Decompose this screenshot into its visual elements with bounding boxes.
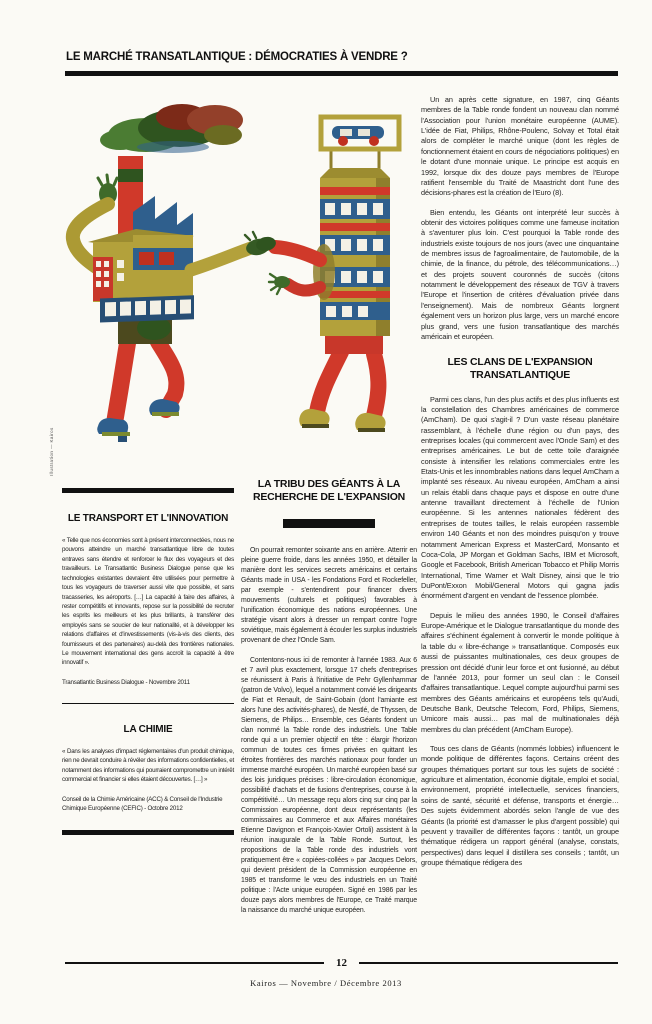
sidebar-quote-chimie: « Dans les analyses d'impact réglementaires d'un produit chimique, rien ne devrait conduire à révéler des informations confidentielles, et notamment des informations qui pourraient compromettre un intérêt commercial et financier si elles étaient découvertes. […] »: [62, 747, 234, 784]
factory-figure-graphic: [73, 156, 251, 442]
middle-column: [241, 478, 417, 926]
handshake-illustration-svg: [58, 90, 416, 480]
handshake-hands-graphic: [245, 232, 278, 257]
right-column: [421, 95, 619, 877]
page-title: LE MARCHÉ TRANSATLANTIQUE : DÉMOCRATIES À VENDRE ?: [66, 51, 408, 63]
footer-rule-left: [65, 962, 324, 964]
sidebar-title-transport: LE TRANSPORT ET L'INNOVATION: [67, 513, 229, 524]
right-paragraph: Tous ces clans de Géants (nommés lobbies) influencent le monde politique de différentes façons. Certains créent des groupes thématiques portant sur tous les sujets de société : agriculture et alimentation, économie digitale, emploi et social, environnement, propriété intellectuelle, services financiers, soins de santé, sécurité et défense, transports et énergie… Des sujets évidemment abordés selon l'angle de vue des Géants (la priorité est d'amasser le plus d'argent possible) qui peuvent y travailler de différentes façons : tantôt, un groupe thématique rédigera un rapport général (analyse, constats, perspectives) dans lequel il distillera ses conseils ; tantôt, un groupe thématique rédigera des: [421, 744, 619, 867]
sidebar-attribution-chimie: Conseil de la Chimie Américaine (ACC) & Conseil de l'Industrie Chimique Européenne (CEFIC) - Octobre 2012: [62, 795, 223, 812]
sidebar-title-chimie: LA CHIMIE: [123, 723, 173, 735]
middle-paragraph: On pourrait remonter soixante ans en arrière. Atterrir en pleine guerre froide, dans les années 1950, et détailler la manière dont les services secrets américains et certains Géants made in USA - les Fondations Ford et Rockefeller, par exemple - s'entendirent pour financer divers mouvements (culturels et politiques) favorables à l'unification économique des nations européennes. Une stratégie visant alors à dresser un rempart contre l'ogre soviétique, mais également à écouler les surplus industriels provenant de chez l'Oncle Sam.: [241, 547, 417, 645]
sidebar-attribution-transport: Transatlantic Business Dialogue - Novembre 2011: [62, 678, 190, 686]
right-paragraph: Depuis le milieu des années 1990, le Conseil d'affaires Europe-Amérique et le Dialogue transatlantique du monde des affaires s'échinent également à convertir le monde politique à la table du « libre-échange » transatlantique. Composés eux aussi de puissantes multinationales, ces deux groupes de pression ont décidé d'unir leur force et ont fusionné, au début de l'année 2013, pour former un seul clan : le Conseil d'affaires transatlantique. Lequel compte aujourd'hui parmi ses membres des Géants américains et européens tels qu'Audi, Deutsche Bank, Deutsche Telecom, Ford, Philips, Siemens, Umicore mais aussi… pas mal de multinationales déjà membres du clan précédent (AmCham Europe).: [421, 610, 619, 734]
smoke-cloud-graphic: [100, 104, 243, 153]
right-paragraph: Un an après cette signature, en 1987, cinq Géants membres de la Table ronde fondent un nouveau clan nommé l'Association pour l'union monétaire européenne (AUME). L'idée de Fiat, Philips, Rhône-Poulenc, Solvay et Total était alors de compléter le marché unique (dont les règles de fonctionnement étaient en cours de négociations politiques) en le dotant d'une monnaie unique. Le principe est acquis en 1992, lorsque dix des douze pays membres de l'Europe ratifient l'ensemble du Traité de Maastricht dont l'une des décisions-phares est la création de l'Euro (8).: [421, 95, 619, 198]
sidebar-box: [62, 488, 234, 835]
right-paragraph: Bien entendu, les Géants ont interprété leur succès à obtenir des victoires politiques comme une fameuse incitation à s'aventurer plus loin. C'est pourquoi la Table ronde des industriels existe toujours de nos jours (avec une cinquantaine de membres issus de l'agroalimentaire, de l'automobile, de la chimie, de la finance, du pétrole, des télécommunications…) et des projets souvent couronnés de succès (citons notamment le développement des réseaux de TGV à travers l'Europe et l'insertion de critères d'évaluation privée dans l'enseignement). Mais de nombreux Géants lorgnent également vers un horizon plus large, vers un marché encore plus grand, vers une fusion transatlantique des marchés américain et européen.: [421, 207, 619, 341]
right-paragraph: Parmi ces clans, l'un des plus actifs et des plus influents est la constellation des Chambres américaines de commerce (AmCham). De quoi s'agit-il ? D'un vaste réseau planétaire rassemblant, à l'échelle d'une région ou d'un pays, des entreprises locales (qui commercent avec l'Oncle Sam) et des entreprises américaines. Le but de cette toile d'araignée consiste à intensifier les relations commerciales entre les Etats-Unis et les innombrables nations dans lequel AmCham a implanté ses réseaux. Au niveau européen, AmCham a ainsi un relais établi dans chaque pays et dispose en outre d'une antenne travaillant directement à l'échelle de l'Union européenne. Si les antennes nationales fédèrent des entreprises de toutes tailles, le relais européen rassemble environ 140 Géants et non des moindres puisqu'on y trouve notamment American Express et MasterCard, Monsanto et Coca-Cola, JP Morgan et Goldman Sachs, IBM et Microsoft, Google et Facebook, British American Tobacco et Philip Morris International, Time Warner et Walt Disney, ainsi que le trio DuPont/Exxon Mobil/General Motors qui gagna jadis énormément d'argent en vendant de l'essence plombée.: [421, 394, 619, 601]
right-section-paragraphs: [421, 395, 619, 869]
page-number: 12: [336, 957, 347, 969]
footer-page-number-row: [65, 957, 618, 969]
tower-figure-graphic: [269, 117, 399, 432]
right-section-title: LES CLANS DE L'EXPANSION TRANSATLANTIQUE: [447, 356, 593, 382]
sidebar-quote-transport: « Telle que nos économies sont à présent interconnectées, nous ne pouvons atteindre un marché transatlantique libre de toutes entraves sans étendre et renforcer le flux des voyageurs et des travailleurs. Le Transatlantic Business Dialogue pense que les technologies existantes devraient être utilisées pour permettre à tous les voyageurs de traverser aussi vite que possible, et sans tracasseries, les aéroports. […] La capacité à faire des affaires, à rester compétitifs et innovants, repose sur la possibilité de recruter les esprits les meilleurs et les plus brillants, à transférer des employés sans se soucier de leur nationalité, et à développer les relations d'affaires et d'investissements (vis-à-vis des clients, des fournisseurs et des partenaires) au-delà des frontières nationales. Le mouvement international des gens accroît la capacité à être innovatif ».: [62, 537, 234, 667]
sidebar-bottom-rule: [62, 830, 234, 835]
footer-rule-right: [359, 962, 618, 964]
right-intro-paragraphs: [421, 95, 619, 342]
sidebar-top-rule: [62, 488, 234, 493]
header-rule: [65, 71, 618, 76]
middle-title-bar: [283, 519, 375, 528]
middle-section-title: LA TRIBU DES GÉANTS À LA RECHERCHE DE L'EXPANSION: [252, 478, 406, 504]
middle-paragraphs: [241, 546, 417, 916]
sidebar-divider-rule: [62, 703, 234, 704]
illustration-credit: Illustration — Kairos: [49, 427, 54, 476]
middle-paragraph: Contentons-nous ici de remonter à l'année 1983. Aux 6 et 7 avril plus exactement, lorsque 17 chefs d'entreprises se réunissent à Paris à l'initiative de Pehr Gyllenhammar (patron de Volvo), lequel a notamment convié les dirigeants de Fiat et Renault, de Saint-Gobain (dont l'amiante est alors l'une des activités-phares), de Nestlé, de Thyssen, de Siemens, de Philips… Ensemble, ces Géants fondent un clan nommé la Table ronde des industriels. Une Table ronde qui a un premier objectif en tête : élargir l'horizon commun de toutes ces firmes privées en quittant les étroites frontières des marchés nationaux pour fonder un immense marché européen. Un marché européen basé sur des lois juridiques précises : libre-circulation économique, possibilité d'achats et de fusions d'entreprises, course à la compétitivité… Un message reçu alors cinq sur cinq par la Commission européenne, dont deux représentants (les commissaires au Commerce et aux Affaires monétaires Etienne Davignon et François-Xavier Ortoli) assistent à la réunion inaugurale de la Table Ronde. Surtout, les propositions de la Table ronde des industriels vont pratiquement être « copiées-collées » par Jacques Delors, qui devient président de la Commission européenne en 1985 et transforme le vœu des industriels en un Traité politique : l'Acte unique européen. Signé en 1986 par les douze pays alors membres de l'Europe, ce Traité marque la naissance du marché unique européen.: [241, 657, 417, 915]
handshake-illustration: [58, 90, 416, 480]
footer-journal-line: Kairos — Novembre / Décembre 2013: [250, 978, 402, 988]
